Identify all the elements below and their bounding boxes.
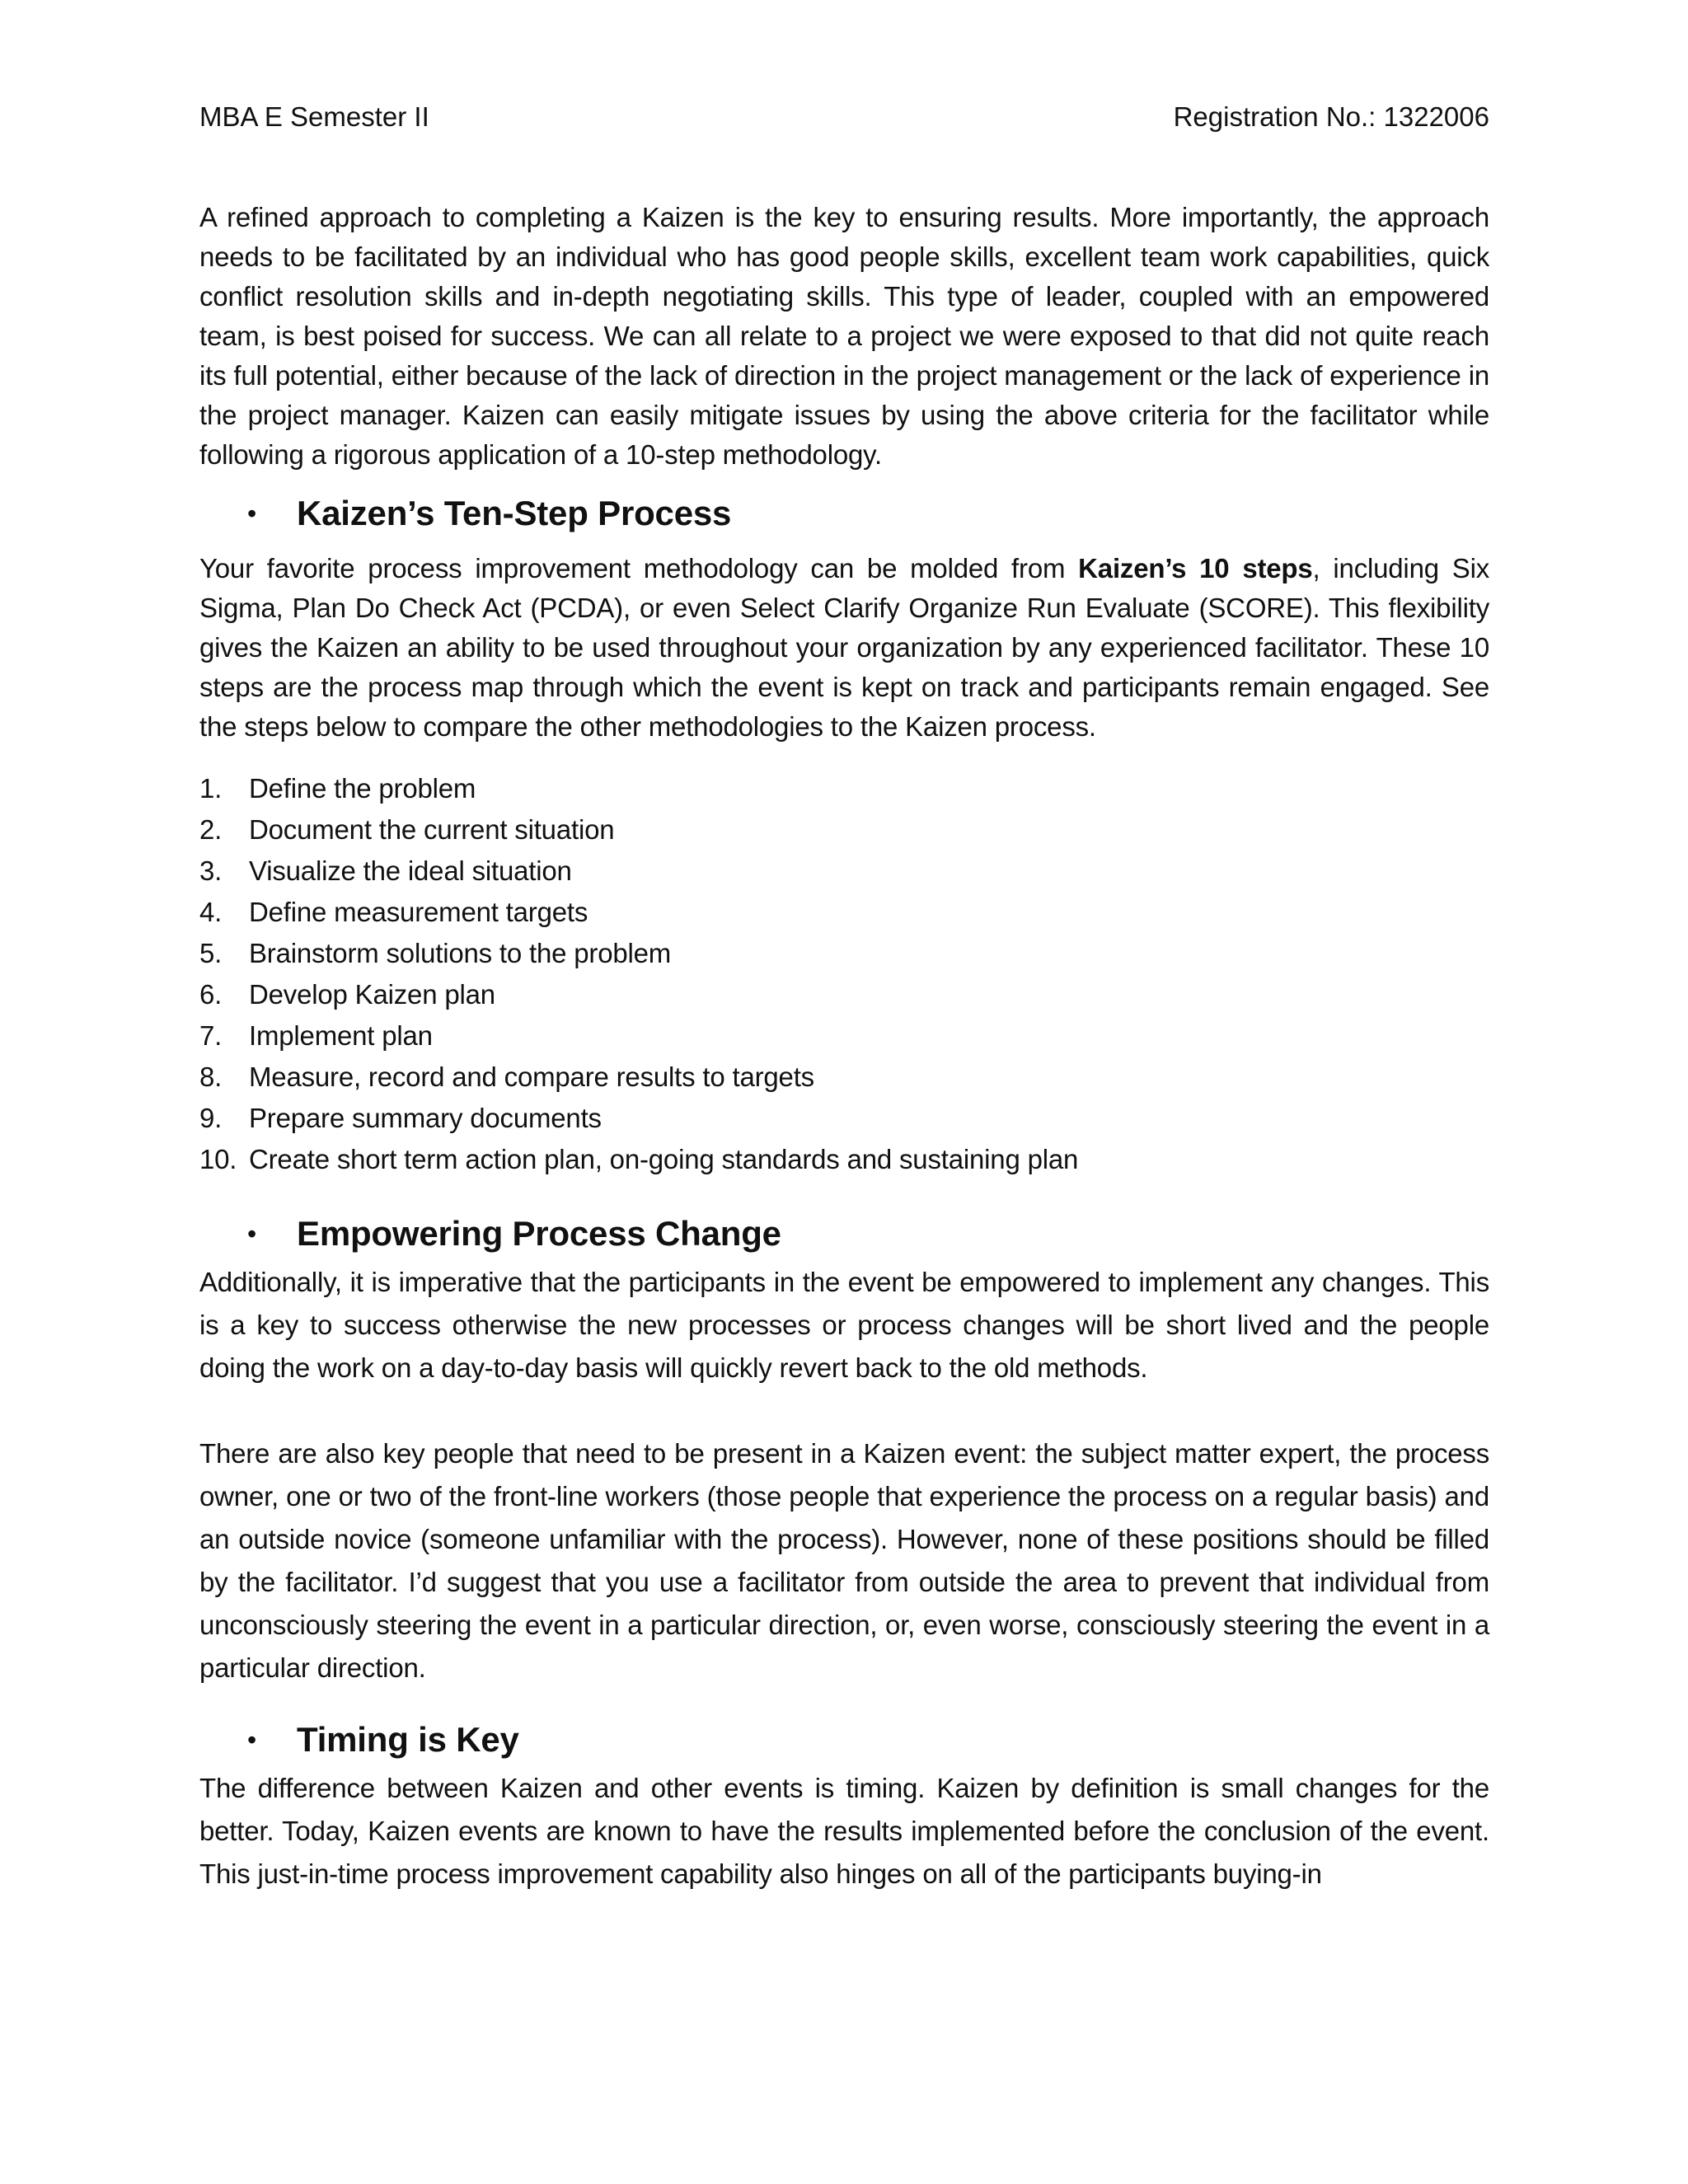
- key-people-paragraph: There are also key people that need to be present in a Kaizen event: the subject matter expert, the process owner, one or two of the front-line workers (those people that experience the process on a regular basis) and an outside novice (someone unfamiliar with the process). However, none of these positions should be filled by the facilitator. I’d suggest that you use a facilitator from outside the area to prevent that individual from unconsciously steering the event in a particular direction, or, even worse, consciously steering the event in a particular direction.: [199, 1438, 1489, 1683]
- step-text: Implement plan: [249, 1020, 433, 1051]
- step-number: 4.: [199, 897, 223, 927]
- page-header: [199, 99, 1489, 135]
- step-number: 8.: [199, 1062, 223, 1092]
- step-text: Document the current situation: [249, 814, 615, 845]
- list-item: [199, 1057, 1489, 1098]
- empowering-paragraph: Additionally, it is imperative that the participants in the event be empowered to implement any changes. This is a key to success otherwise the new processes or process changes will be short lived and the people doing the work on a day-to-day basis will quickly revert back to the old methods.: [199, 1267, 1489, 1383]
- list-item: [199, 768, 1489, 809]
- list-item: [199, 1139, 1489, 1180]
- heading-text: Kaizen’s Ten-Step Process: [297, 494, 732, 532]
- heading-empowering-process-change: [199, 1207, 1489, 1261]
- kaizen-steps-list: [199, 768, 1489, 1180]
- ten-step-para-start: Your favorite process improvement methodology can be molded from: [199, 553, 1079, 583]
- step-number: 1.: [199, 773, 223, 804]
- heading-timing-is-key: [199, 1713, 1489, 1767]
- step-text: Define measurement targets: [249, 897, 588, 927]
- heading-text: Empowering Process Change: [297, 1214, 781, 1253]
- bullet-icon: •: [247, 1725, 257, 1755]
- header-semester: MBA E Semester II: [199, 101, 429, 132]
- timing-paragraph: The difference between Kaizen and other events is timing. Kaizen by definition is small changes for the better. Today, Kaizen events are known to have the results implemented before the conclusion of the event. This just-in-time process improvement capability also hinges on all of the participants buying-in: [199, 1773, 1489, 1889]
- list-item: [199, 974, 1489, 1015]
- step-number: 2.: [199, 814, 223, 845]
- step-text: Visualize the ideal situation: [249, 855, 572, 886]
- bullet-icon: •: [247, 499, 257, 528]
- step-text: Define the problem: [249, 773, 476, 804]
- step-text: Prepare summary documents: [249, 1103, 602, 1133]
- list-item: [199, 851, 1489, 892]
- heading-text: Timing is Key: [297, 1720, 519, 1759]
- list-item: [199, 1015, 1489, 1057]
- step-number: 6.: [199, 979, 223, 1010]
- step-number: 5.: [199, 938, 223, 968]
- list-item: [199, 809, 1489, 851]
- list-item: [199, 933, 1489, 974]
- step-number: 3.: [199, 855, 223, 886]
- list-item: [199, 1098, 1489, 1139]
- list-item: [199, 892, 1489, 933]
- ten-step-paragraph: [199, 549, 1489, 747]
- step-text: Measure, record and compare results to targets: [249, 1062, 814, 1092]
- step-number: 7.: [199, 1020, 223, 1051]
- ten-step-para-bold: Kaizen’s 10 steps: [1078, 553, 1313, 583]
- header-registration: Registration No.: 1322006: [1173, 101, 1489, 132]
- step-text: Create short term action plan, on-going standards and sustaining plan: [249, 1144, 1079, 1174]
- document-body: [199, 198, 1489, 1896]
- step-number: 10.: [199, 1144, 237, 1174]
- ten-step-para-end: , including Six Sigma, Plan Do Check Act (PCDA), or even Select Clarify Organize Run Evaluate (SCORE). This flexibility gives the Kaizen an ability to be used throughout your organization by any experienced facilitator. These 10 steps are the process map through which the event is kept on track and participants remain engaged. See the steps below to compare the other methodologies to the Kaizen process.: [199, 553, 1490, 742]
- intro-paragraph: A refined approach to completing a Kaizen is the key to ensuring results. More importantly, the approach needs to be facilitated by an individual who has good people skills, excellent team work capabilities, quick conflict resolution skills and in-depth negotiating skills. This type of leader, coupled with an empowered team, is best poised for success. We can all relate to a project we were exposed to that did not quite reach its full potential, either because of the lack of direction in the project management or the lack of experience in the project manager. Kaizen can easily mitigate issues by using the above criteria for the facilitator while following a rigorous application of a 10-step methodology.: [199, 202, 1489, 470]
- step-text: Brainstorm solutions to the problem: [249, 938, 672, 968]
- bullet-icon: •: [247, 1219, 257, 1249]
- heading-ten-step-process: [199, 486, 1489, 541]
- step-number: 9.: [199, 1103, 223, 1133]
- step-text: Develop Kaizen plan: [249, 979, 495, 1010]
